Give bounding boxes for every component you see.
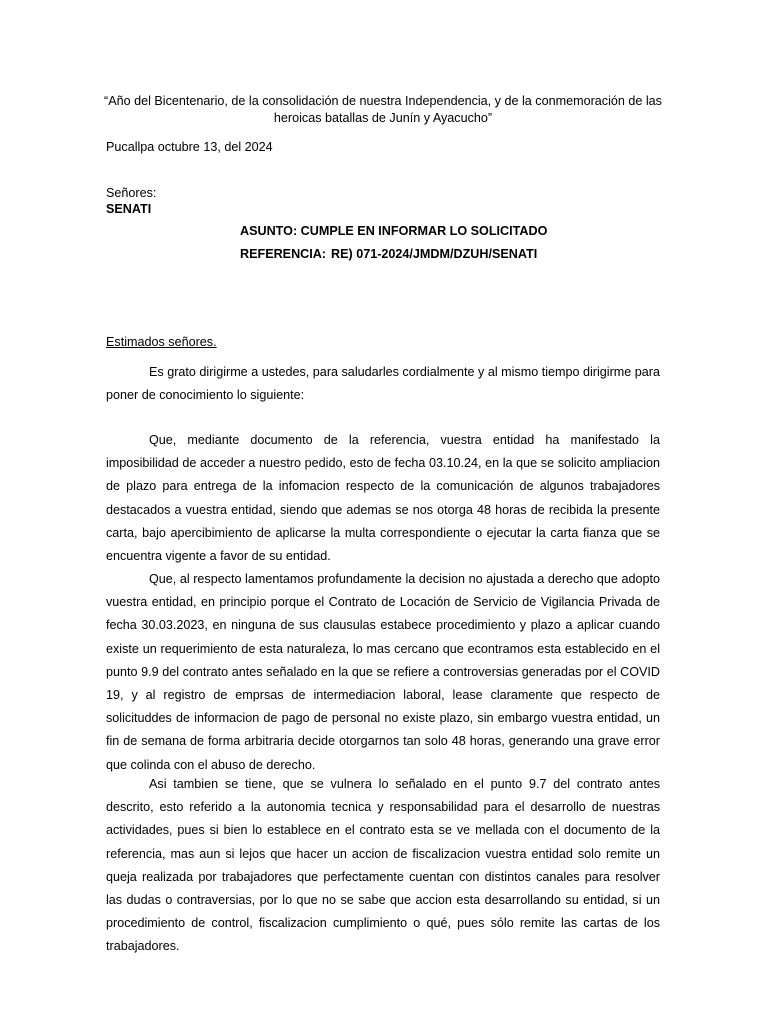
addressee-name: SENATI xyxy=(106,202,152,216)
body-paragraph-4: Asi tambien se tiene, que se vulnera lo señalado en el punto 9.7 del contrato antes descrito, esto referido a la autonomia tecnica y responsabilidad para el desarrollo de nuestras actividades, pues si bien lo establece en el contrato esta se ve mellada con el documento de la referencia, mas aun si lejos que hacer un accion de fiscalizacion vuestra entidad solo remite un queja realizada por trabajadores que perfectamente cuentan con distintos canales para resolver las dudas o contraversias, por lo que no se sabe que accion esta desarrollando su entidad, si un procedimiento de control, fiscalizacion cumplimiento o qué, pues sólo remite las cartas de los trabajadores. xyxy=(106,777,660,954)
body-paragraph-2: Que, mediante documento de la referencia, vuestra entidad ha manifestado la imposibilidad de acceder a nuestro pedido, esto de fecha 03.10.24, en la que se solicito ampliacion de plazo para entrega de la infomacion respecto de la comunicación de algunos trabajadores destacados a vuestra entidad, siendo que ademas se nos otorga 48 horas de recibida la presente carta, bajo apercibimiento de aplicarse la multa correspondiente o ejecutar la carta fianza que se encuentra vigente a favor de su entidad. xyxy=(106,433,660,564)
reference-label: REFERENCIA: xyxy=(240,247,327,261)
reference-line xyxy=(240,246,537,262)
body-paragraph-3: Que, al respecto lamentamos profundamente la decision no ajustada a derecho que adopto vuestra entidad, en principio porque el Contrato de Locación de Servicio de Vigilancia Privada de fecha 30.03.2023, en ninguna de sus clausulas estabece procedimiento y plazo a aplicar cuando existe un requerimiento de esta naturaleza, lo mas cercano que econtramos esta establecido en el punto 9.9 del contrato antes señalado en la que se refiere a controversias generadas por el COVID 19, y al registro de emprsas de intermediacion laboral, lease claramente que respecto de solicituddes de informacion de pago de personal no existe plazo, sin embargo vuestra entidad, un fin de semana de forma arbitraria decide otorgarnos tan solo 48 horas, generando una grave error que colinda con el abuso de derecho. xyxy=(106,572,660,772)
letter-motto: “Año del Bicentenario, de la consolidación de nuestra Independencia, y de la conmemoración de las heroicas batallas de Junín y Ayacucho” xyxy=(104,94,662,125)
subject-line: ASUNTO: CUMPLE EN INFORMAR LO SOLICITADO xyxy=(240,224,548,238)
salutation: Estimados señores. xyxy=(106,335,217,349)
body-paragraph-1: Es grato dirigirme a ustedes, para saludarles cordialmente y al mismo tiempo dirigirme para poner de conocimiento lo siguiente: xyxy=(106,365,660,403)
reference-value: RE) 071-2024/JMDM/DZUH/SENATI xyxy=(331,247,538,261)
place-date: Pucallpa octubre 13, del 2024 xyxy=(106,140,273,154)
addressee-greeting: Señores: xyxy=(106,186,157,200)
